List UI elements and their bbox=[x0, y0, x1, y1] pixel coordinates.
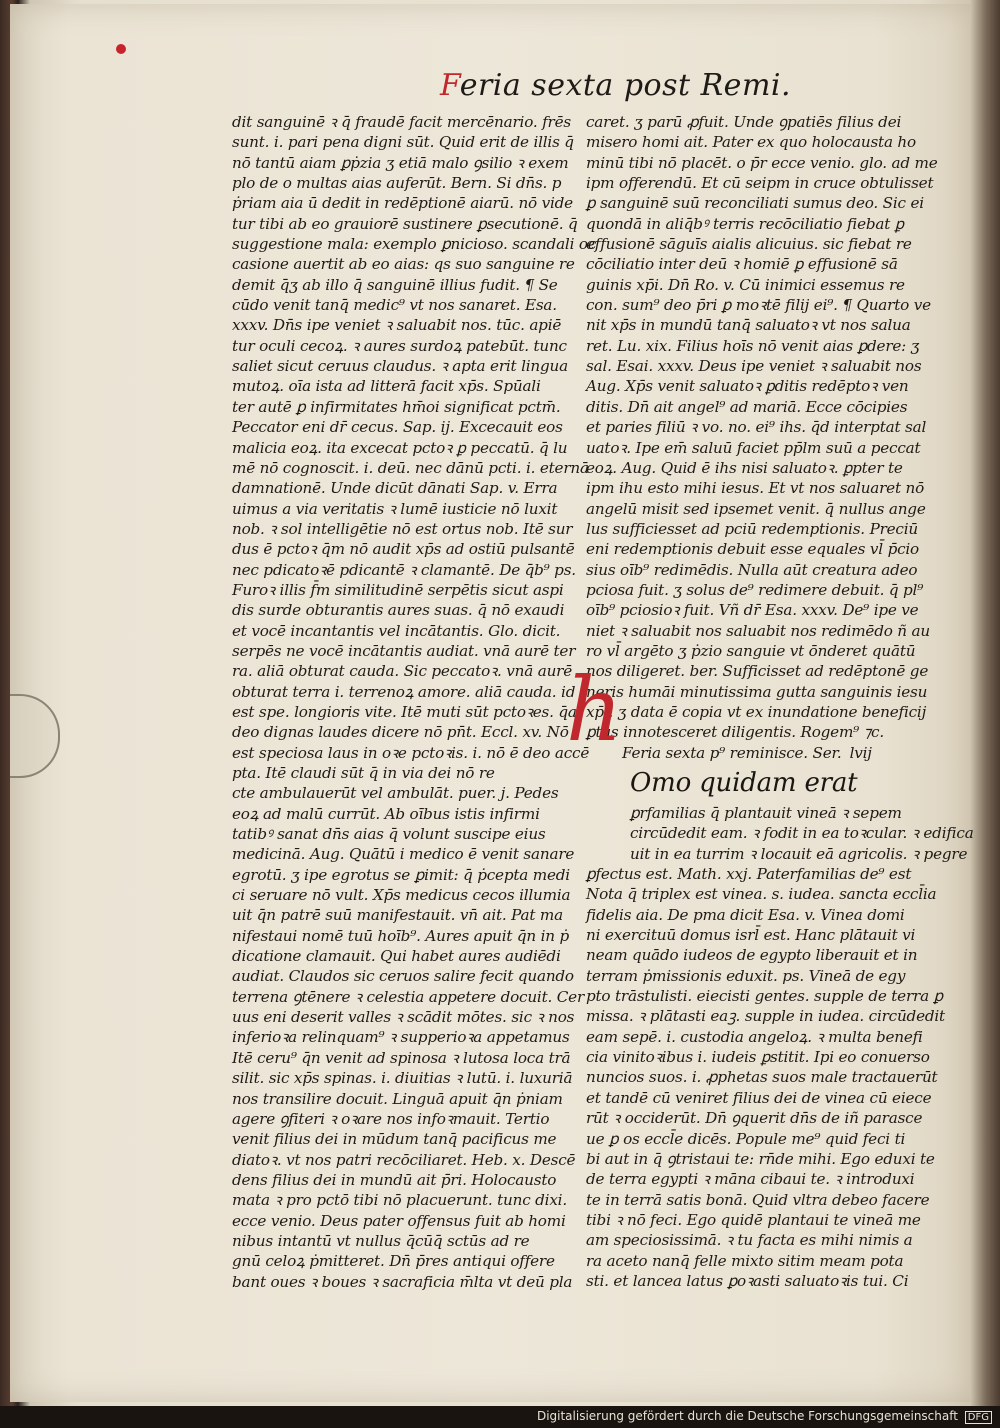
text-line: sunt. i. pari pena digni sūt. Quid erit de illis q̄ bbox=[232, 133, 574, 152]
text-line: ꝑfectus est. Math. xxj. Paterfamilias de⁹ est bbox=[586, 865, 912, 884]
red-mark bbox=[116, 44, 126, 54]
text-line: agere ꝯfiteri ꝛ oꝛare nos infoꝛmauit. Tertio bbox=[232, 1109, 550, 1128]
text-line: misero homi ait. Pater ex quo holocausta ho bbox=[586, 133, 916, 152]
text-line: eni redemptionis debuit esse equales vl̄ p̄cio bbox=[586, 540, 920, 559]
text-line: ue ꝑ os eccl̄e dicēs. Popule me⁹ quid feci ti bbox=[586, 1129, 906, 1148]
text-line: silit. sic xp̄s spinas. i. diuitias ꝛ lutū. i. luxuriā bbox=[232, 1069, 573, 1088]
text-line: fidelis aia. De pma dicit Esa. v. Vinea domi bbox=[586, 905, 905, 924]
text-line: rūt ꝛ occiderūt. Dn̄ ꝯquerit dn̄s de iñ parasce bbox=[586, 1109, 923, 1128]
text-line: egrotū. ʒ ipe egrotus se ꝑimit: q̄ ṗcepta medi bbox=[232, 865, 570, 884]
text-line: deo dignas laudes dicere nō pn̄t. Eccl. xv. Nō bbox=[232, 723, 569, 742]
text-line: minū tibi nō placēt. o p̄r ecce venio. glo. ad me bbox=[586, 153, 938, 172]
decorated-initial: h bbox=[566, 658, 623, 761]
text-line: dens filius dei in mundū ait p̄ri. Holocausto bbox=[232, 1170, 557, 1189]
text-line: nuncios suos. i. ꝓphetas suos male tractauerūt bbox=[586, 1068, 938, 1087]
text-line: cōciliatio inter deū ꝛ homiē ꝑ effusionē sā bbox=[586, 255, 898, 274]
text-line: xp̄i. ʒ data ē copia vt ex inundatione beneficij bbox=[586, 702, 927, 721]
text-line: angelū misit sed ipsemet venit. q̄ nullus ange bbox=[586, 499, 926, 518]
text-line: medicinā. Aug. Quātū i medico ē venit sanare bbox=[232, 845, 575, 864]
left-column bbox=[232, 112, 597, 1292]
text-line: ret. Lu. xix. Filius hoīs nō venit aias ꝑdere: ʒ bbox=[586, 336, 920, 355]
text-line: eoꝝ. Aug. Quid ē ihs nisi saluatoꝛ. ꝑpter te bbox=[586, 458, 903, 477]
footer-bar bbox=[0, 1406, 1000, 1428]
text-line: niet ꝛ saluabit nos saluabit nos redimēdo ñ au bbox=[586, 621, 930, 640]
text-line: ꝑ sanguinē suū reconciliati sumus deo. Sic ei bbox=[586, 194, 924, 213]
text-line: uatoꝛ. Ipe em̄ saluū faciet pp̄lm suū a peccat bbox=[586, 438, 921, 457]
text-line: tibi ꝛ nō feci. Ego quidē plantaui te vineā me bbox=[586, 1210, 921, 1229]
text-line: mata ꝛ pro pctō tibi nō placuerunt. tunc dixi. bbox=[232, 1191, 567, 1210]
text-line: effusionē sāguīs aialis alicuius. sic fiebat re bbox=[586, 235, 912, 254]
text-line: terrena ꝯtēnere ꝛ celestia appetere docuit. Cer bbox=[232, 987, 585, 1006]
text-line: caret. ʒ parū ꝓfuit. Unde ꝯpatiēs filius dei bbox=[586, 113, 902, 131]
text-line: Furoꝛ illis f̄m similitudinē serpētis sicut aspi bbox=[232, 580, 564, 599]
text-line: am speciosissimā. ꝛ tu facta es mihi nimis a bbox=[586, 1231, 913, 1250]
text-line: eam sepē. i. custodia angeloꝝ. ꝛ multa benefi bbox=[586, 1027, 923, 1046]
text-line: tatibꝰ sanat dn̄s aias q̄ volunt suscipe eius bbox=[232, 825, 546, 844]
text-line: demit q̄ʒ ab illo q̄ sanguinē illius fudit. ¶ Se bbox=[232, 275, 558, 294]
text-line: saliet sicut ceruus claudus. ꝛ apta erit lingua bbox=[232, 357, 568, 376]
running-head bbox=[440, 68, 800, 108]
right-column-body bbox=[586, 803, 974, 1291]
text-line: pciosa fuit. ʒ solus de⁹ redimere debuit. q̄ pl⁹ bbox=[586, 580, 924, 599]
text-line: lus sufficiesset ad pciū redemptionis. Preciū bbox=[586, 519, 918, 538]
text-line: gnū celoꝝ ṗmitteret. Dn̄ p̄res antiqui offere bbox=[232, 1252, 555, 1271]
footer-text: Digitalisierung gefördert durch die Deutsche Forschungsgemeinschaft bbox=[536, 1409, 958, 1423]
text-line: nec pdicatoꝛē pdicantē ꝛ clamantē. De q̄b⁹ ps. bbox=[232, 560, 576, 579]
text-line: nifestaui nomē tuū hoīb⁹. Aures apuit q̄n in ṗ bbox=[232, 926, 570, 945]
text-line: ditis. Dn̄ ait angel⁹ ad mariā. Ecce cōcipies bbox=[586, 397, 908, 416]
text-line: ipm offerendū. Et cū seipm in cruce obtulisset bbox=[586, 174, 934, 193]
text-line: cte ambulauerūt vel ambulāt. puer. j. Pedes bbox=[232, 784, 559, 803]
text-line: oīb⁹ pciosioꝛ fuit. Vñ dr̄ Esa. xxxv. De⁹ ipe ve bbox=[586, 601, 919, 620]
text-line: ṗriam aia ū dedit in redēptionē aiarū. nō vide bbox=[232, 194, 573, 213]
text-line: dus ē pctoꝛ q̄m nō audit xp̄s ad ostiū pulsantē bbox=[232, 540, 575, 559]
text-line: neam quādo iudeos de egypto liberauit et in bbox=[586, 946, 918, 965]
text-line: guinis xp̄i. Dn̄ Ro. v. Cū inimici essemus re bbox=[586, 275, 905, 294]
section-rubric bbox=[586, 743, 906, 763]
text-line: bi aut in q̄ ꝯtristaui te: rn̄de mihi. Ego eduxi te bbox=[586, 1149, 935, 1168]
text-line: malicia eoꝝ. ita excecat pctoꝛ ꝑ peccatū. q̄ lu bbox=[232, 438, 568, 457]
text-line: ra aceto nanq̄ felle mixto sitim meam pota bbox=[586, 1251, 904, 1270]
text-line: mutoꝝ. oīa ista ad litterā facit xp̄s. Spūali bbox=[232, 377, 541, 396]
right-column bbox=[586, 112, 974, 1291]
text-line: eoꝝ ad malū currūt. Ab oībus istis infirmi bbox=[232, 804, 540, 823]
text-line: bant oues ꝛ boues ꝛ sacraficia m̄lta vt deū pla bbox=[232, 1272, 573, 1291]
text-line: mē nō cognoscit. i. deū. nec dānū pcti. i. eternā bbox=[232, 458, 589, 477]
text-line: neris humāi minutissima gutta sanguinis iesu bbox=[586, 682, 928, 701]
text-line: est spe. longioris vite. Itē muti sūt pctoꝛes. q̄a bbox=[232, 702, 577, 721]
text-line: ecce venio. Deus pater offensus fuit ab homi bbox=[232, 1211, 566, 1230]
text-line: sal. Esai. xxxv. Deus ipe veniet ꝛ saluabit nos bbox=[586, 357, 922, 376]
text-line: circūdedit eam. ꝛ fodit in ea toꝛcular. ꝛ edifica bbox=[630, 824, 974, 843]
text-line: cia vinitoꝛibus i. iudeis ꝑstitit. Ipi eo conuerso bbox=[586, 1048, 930, 1067]
text-line: plo de o multas aias auferūt. Bern. Si dn̄s. p bbox=[232, 174, 562, 193]
text-line: ipm ihu esto mihi iesus. Et vt nos saluaret nō bbox=[586, 479, 925, 498]
text-line: te in terrā satis bonā. Quid vltra debeo facere bbox=[586, 1190, 930, 1209]
running-head-text: eria sexta post Remi. bbox=[459, 68, 792, 103]
text-line: et paries filiū ꝛ vo. no. ei⁹ ihs. q̄d interptat sal bbox=[586, 418, 927, 437]
text-line: suggestione mala: exemplo ꝑnicioso. scandali oc bbox=[232, 235, 597, 254]
text-line: ꝑrfamilias q̄ plantauit vineā ꝛ sepem bbox=[630, 804, 902, 822]
text-line: dicatione clamauit. Qui habet aures audiēdi bbox=[232, 947, 561, 966]
text-line: ci seruare nō vult. Xp̄s medicus cecos illumia bbox=[232, 886, 571, 905]
text-line: Aug. Xp̄s venit saluatoꝛ ꝑditis redēptoꝛ ven bbox=[586, 377, 909, 396]
text-line: nibus intantū vt nullus q̄cūq̄ sctūs ad re bbox=[232, 1231, 530, 1250]
binding-clasp bbox=[10, 694, 60, 778]
text-line: pta. Itē claudi sūt q̄ in via dei nō re bbox=[232, 764, 495, 782]
text-line: nit xp̄s in mundū tanq̄ saluatoꝛ vt nos salua bbox=[586, 316, 911, 335]
text-line: casione auertit ab eo aias: qs suo sanguine re bbox=[232, 255, 575, 274]
text-line: ra. aliā obturat cauda. Sic peccatoꝛ. vnā aurē bbox=[232, 662, 572, 681]
text-line: missa. ꝛ plātasti eaꝫ. supple in iudea. circūdedit bbox=[586, 1007, 945, 1026]
text-line: et vocē incantantis vel incātantis. Glo. dicit. bbox=[232, 621, 561, 640]
text-line: con. sum⁹ deo p̄ri ꝑ moꝛtē filij ei⁹. ¶ Quarto ve bbox=[586, 296, 931, 315]
text-line: serpēs ne vocē incātantis audiat. vnā aurē ter bbox=[232, 641, 576, 660]
text-line: ni exercituū domus isrl̄ est. Hanc plātauit vi bbox=[586, 926, 916, 945]
dfg-logo: DFG bbox=[965, 1411, 992, 1424]
text-line: ro vl̄ argēto ʒ ṗzio sanguie vt ōnderet quātū bbox=[586, 641, 916, 660]
text-line: uit in ea turrim ꝛ locauit eā agricolis. ꝛ pegre bbox=[630, 844, 968, 863]
text-line: Peccator eni dr̄ cecus. Sap. ij. Excecauit eos bbox=[232, 418, 563, 437]
text-line: damnationē. Unde dicūt dānati Sap. v. Erra bbox=[232, 479, 558, 498]
text-line: nō tantū aiam ꝑṗzia ʒ etiā malo ꝯsilio ꝛ exem bbox=[232, 153, 569, 172]
running-head-initial: F bbox=[440, 68, 460, 103]
section-number: lvij bbox=[849, 743, 872, 762]
text-line: nos transilire docuit. Linguā apuit q̄n ṗniam bbox=[232, 1089, 563, 1108]
text-line: tur tibi ab eo grauiorē sustinere ꝑsecutionē. q̄ bbox=[232, 214, 578, 233]
text-line: sti. et lancea latus ꝑoꝛasti saluatoꝛis tui. Ci bbox=[586, 1271, 909, 1290]
text-line: nos diligeret. ber. Sufficisset ad redēptonē ge bbox=[586, 662, 929, 681]
text-line: ꝑtus innotesceret diligentis. Rogem⁹ ⁊c. bbox=[586, 723, 884, 742]
text-line: terram ṗmissionis eduxit. ps. Vineā de egy bbox=[586, 966, 906, 985]
text-line: uimus a via veritatis ꝛ lumē iusticie nō luxit bbox=[232, 499, 558, 518]
text-line: cūdo venit tanq̄ medic⁹ vt nos sanaret. Esa. bbox=[232, 296, 557, 315]
text-line: sius oīb⁹ redimēdis. Nulla aūt creatura adeo bbox=[586, 560, 918, 579]
text-line: audiat. Claudos sic ceruos salire fecit quando bbox=[232, 967, 574, 986]
text-line: uit q̄n patrē suū manifestauit. vn̄ ait. Pat ma bbox=[232, 906, 563, 925]
text-line: tur oculi cecoꝝ. ꝛ aures surdoꝝ patebūt. tunc bbox=[232, 336, 567, 355]
section-heading: Omo quidam erat bbox=[630, 768, 858, 798]
text-line: uus eni deserit valles ꝛ scādit mōtes. sic ꝛ nos bbox=[232, 1008, 575, 1027]
text-line: Nota q̄ triplex est vinea. s. iudea. sancta eccl̄ia bbox=[586, 885, 937, 904]
text-line: quondā in aliq̄bꝰ terris recōciliatio fiebat ꝑ bbox=[586, 214, 904, 233]
text-line: venit filius dei in mūdum tanq̄ pacificus me bbox=[232, 1130, 557, 1149]
text-line: diatoꝛ. vt nos patri recōciliaret. Heb. x. Descē bbox=[232, 1150, 576, 1169]
footer-credit bbox=[537, 1409, 992, 1424]
text-line: dis surde obturantis aures suas. q̄ nō exaudi bbox=[232, 601, 565, 620]
text-line: ter autē ꝑ infirmitates hm̄oi significat pctm̄. bbox=[232, 397, 561, 416]
text-line: de terra egypti ꝛ māna cibaui te. ꝛ introduxi bbox=[586, 1170, 915, 1189]
text-line: est speciosa laus in oꝛe pctoꝛis. i. nō ē deo accē bbox=[232, 743, 590, 762]
text-line: et tandē cū veniret filius dei de vinea cū eiece bbox=[586, 1088, 932, 1107]
section-rubric-label: Feria sexta p⁹ reminisce. Ser. bbox=[622, 743, 842, 762]
text-line: nob. ꝛ sol intelligētie nō est ortus nob. Itē sur bbox=[232, 519, 573, 538]
text-line: dit sanguinē ꝛ q̄ fraudē facit mercēnario. frēs bbox=[232, 113, 571, 131]
text-line: Itē ceru⁹ q̄n venit ad spinosa ꝛ lutosa loca trā bbox=[232, 1048, 571, 1067]
text-line: xxxv. Dn̄s ipe veniet ꝛ saluabit nos. tūc. apiē bbox=[232, 316, 562, 335]
text-line: inferioꝛa relinquam⁹ ꝛ supperioꝛa appetamus bbox=[232, 1028, 570, 1047]
text-line: obturat terra i. terrenoꝝ amore. aliā cauda. id bbox=[232, 682, 576, 701]
text-line: pto trāstulisti. eiecisti gentes. supple de terra ꝑ bbox=[586, 987, 943, 1006]
